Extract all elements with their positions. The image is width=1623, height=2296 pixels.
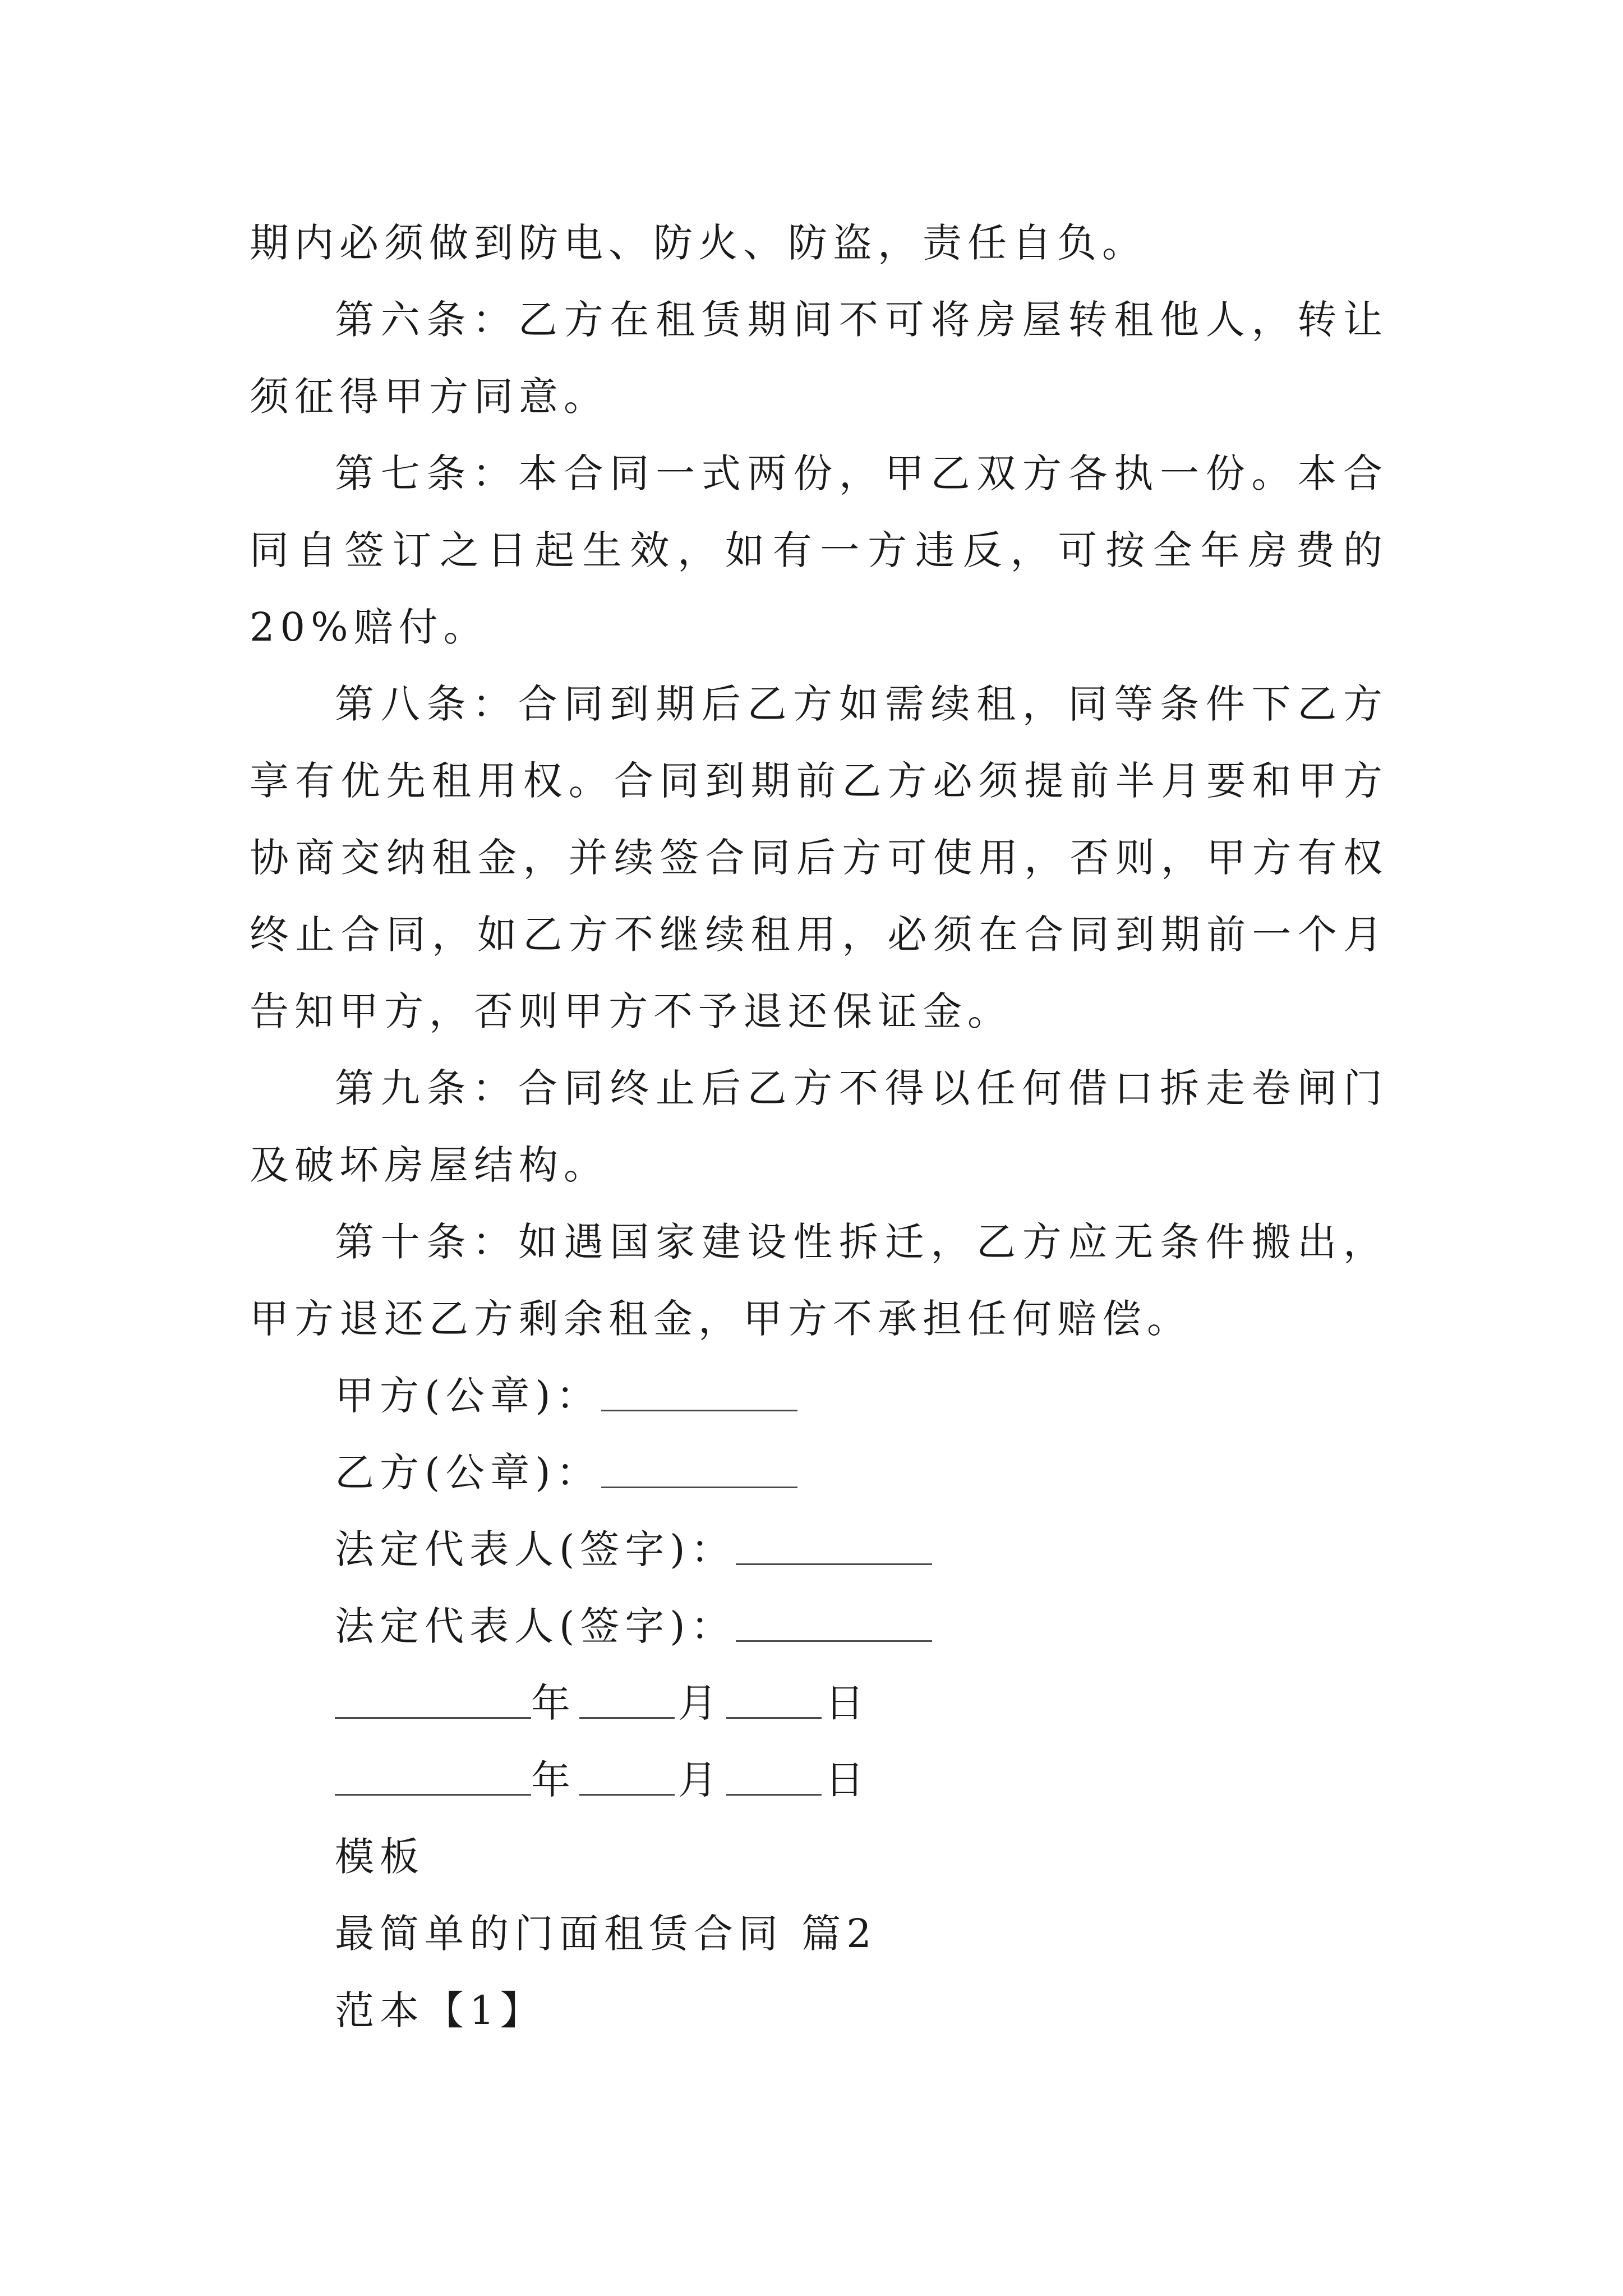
party-b-signature	[250, 1434, 1388, 1511]
party-b-blank	[601, 1447, 797, 1488]
legal-rep-signature-1	[250, 1511, 1388, 1588]
party-a-signature	[250, 1358, 1388, 1434]
clause-9: 第九条：合同终止后乙方不得以任何借口拆走卷闸门及破坏房屋结构。	[250, 1065, 1388, 1188]
section-title: 最简单的门面租赁合同 篇2	[335, 1911, 877, 1957]
day-label: 日	[825, 1757, 870, 1803]
clause-6: 第六条：乙方在租赁期间不可将房屋转租他人，转让须征得甲方同意。	[250, 297, 1388, 420]
party-b-label: 乙方(公章)：	[335, 1450, 601, 1496]
clause-10: 第十条：如遇国家建设性拆迁，乙方应无条件搬出，甲方退还乙方剩余租金，甲方不承担任何赔偿。	[250, 1219, 1388, 1342]
sample-label: 范本【1】	[335, 1987, 545, 2033]
day-label: 日	[825, 1680, 870, 1726]
year-label: 年	[531, 1680, 576, 1726]
template-label: 模板	[335, 1834, 425, 1880]
paragraph-continued: 期内必须做到防电、防火、防盗，责任自负。	[250, 220, 1147, 266]
month-blank	[579, 1678, 675, 1719]
month-label: 月	[678, 1757, 723, 1803]
legal-rep-blank-1	[736, 1524, 932, 1565]
legal-rep-label-1: 法定代表人(签字)：	[335, 1526, 736, 1572]
date-line-2	[250, 1742, 1388, 1819]
date-line-1	[250, 1665, 1388, 1742]
year-blank	[335, 1678, 531, 1719]
legal-rep-signature-2	[250, 1588, 1388, 1665]
document-body	[250, 205, 1388, 2049]
month-label: 月	[678, 1680, 723, 1726]
clause-7: 第七条：本合同一式两份，甲乙双方各执一份。本合同自签订之日起生效，如有一方违反，可按全年房费的20%赔付。	[250, 450, 1388, 650]
year-blank	[335, 1755, 531, 1796]
party-a-blank	[601, 1370, 797, 1411]
party-a-label: 甲方(公章)：	[335, 1373, 601, 1419]
clause-8: 第八条：合同到期后乙方如需续租，同等条件下乙方享有优先租用权。合同到期前乙方必须提前半月要和甲方协商交纳租金，并续签合同后方可使用，否则，甲方有权终止合同，如乙方不继续租用，必须在合同到期前一个月告知甲方，否则甲方不予退还保证金。	[250, 681, 1388, 1034]
legal-rep-label-2: 法定代表人(签字)：	[335, 1603, 736, 1649]
month-blank	[579, 1755, 675, 1796]
day-blank	[726, 1678, 822, 1719]
year-label: 年	[531, 1757, 576, 1803]
day-blank	[726, 1755, 822, 1796]
legal-rep-blank-2	[736, 1601, 932, 1642]
